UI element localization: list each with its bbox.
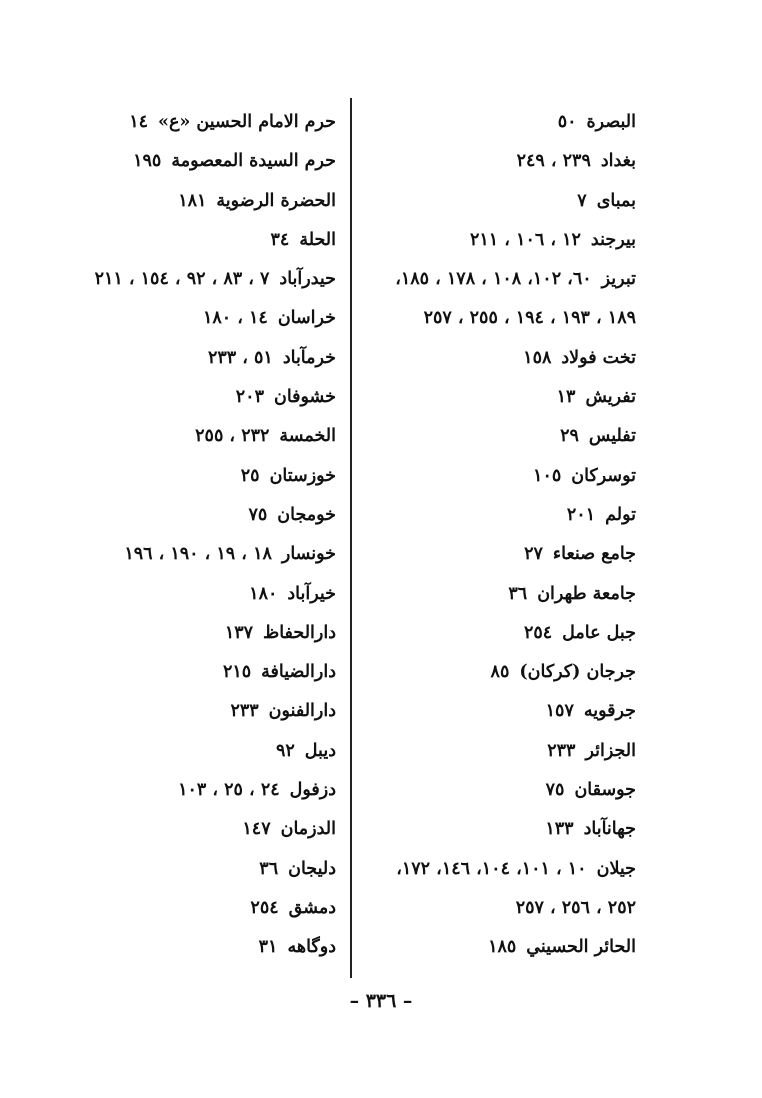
page-references: ٣٤ xyxy=(270,229,290,250)
page-references: ١٣٧ xyxy=(224,622,254,643)
page-references: ١٥٧ xyxy=(545,701,574,722)
place-name: خيرآباد xyxy=(287,583,336,604)
place-name: حرم الامام الحسين «ع» xyxy=(158,112,336,132)
index-entry xyxy=(364,260,636,299)
place-name: الحائر الحسيني xyxy=(526,937,636,958)
place-name: حرم السيدة المعصومة xyxy=(171,151,336,172)
page-references: ٣١ xyxy=(258,937,278,958)
place-name: بغداد xyxy=(600,151,636,172)
index-entry xyxy=(364,339,636,378)
place-name: بمباى xyxy=(596,190,636,211)
page-references: ٧٥ xyxy=(248,504,268,525)
page-references: ١٠ ، ١٠١، ١٠٤، ١٤٦، ١٧٢، xyxy=(396,858,587,879)
page-references: ١٤ xyxy=(129,112,148,132)
index-entry xyxy=(40,928,336,967)
place-name: دارالضيافة xyxy=(261,662,336,683)
place-name: دوگاهه xyxy=(287,937,336,958)
page-references: ٢٥٤ xyxy=(250,897,279,918)
place-name: الحضرة الرضوية xyxy=(216,190,336,211)
place-name: تولم xyxy=(605,504,636,525)
page-references: ١٢ ، ١٠٦ ، ٢١١ xyxy=(470,229,581,250)
page-references: ٢٣٣ xyxy=(230,701,259,722)
place-name: جهانآباد xyxy=(583,819,636,840)
page-references: ٢٣٩ ، ٢٤٩ xyxy=(516,151,591,172)
place-name: دارالحفاظ xyxy=(263,622,336,643)
page-references: ٣٦ xyxy=(508,583,528,604)
index-entry xyxy=(40,103,336,142)
index-entry xyxy=(40,810,336,849)
index-entry xyxy=(364,614,636,653)
index-entry xyxy=(40,182,336,221)
place-name: الدزمان xyxy=(280,819,336,840)
index-entry xyxy=(40,575,336,614)
page-references: ٢٥٢ ، ٢٥٦ ، ٢٥٧ xyxy=(515,897,636,918)
page-references: ٢١٥ xyxy=(222,662,252,683)
page-references: ٨٥ xyxy=(490,662,510,683)
place-name: تخت فولاد xyxy=(561,347,636,368)
index-entry xyxy=(40,692,336,731)
index-entry xyxy=(364,771,636,810)
place-name: دليجان xyxy=(288,858,336,879)
index-entry xyxy=(40,339,336,378)
place-name: خونسار xyxy=(281,544,336,565)
index-entry xyxy=(40,889,336,928)
place-name: جامعة طهران xyxy=(537,583,636,604)
page-references: ٢٥٤ xyxy=(523,622,553,643)
index-entry xyxy=(364,575,636,614)
index-entry xyxy=(40,221,336,260)
index-entry xyxy=(364,378,636,417)
page-references: ٢٤ ، ٢٥ ، ١٠٣ xyxy=(178,780,280,801)
page-references: ١٨٥ xyxy=(488,937,517,958)
index-entry xyxy=(364,653,636,692)
page-references: ١٨٩ ، ١٩٣ ، ١٩٤ ، ٢٥٥ ، ٢٥٧ xyxy=(423,308,636,329)
page-references: ١٨١ xyxy=(178,190,207,211)
page-references: ٦٠، ١٠٢، ١٠٨ ، ١٧٨ ، ١٨٥، xyxy=(395,269,592,290)
place-name: تفريش xyxy=(585,387,636,408)
page-references: ٢٠١ xyxy=(566,504,596,525)
index-entry xyxy=(364,457,636,496)
place-name: ديبل xyxy=(304,740,336,761)
place-name: خرمآباد xyxy=(282,347,336,368)
page-references: ٢٩ xyxy=(560,426,579,447)
index-entry xyxy=(364,928,636,967)
place-name: خراسان xyxy=(277,308,336,329)
index-entry xyxy=(40,535,336,574)
page-references: ١٠٥ xyxy=(533,465,562,486)
place-name: جوسقان xyxy=(574,780,636,801)
place-name: جرقويه xyxy=(583,701,636,722)
page-references: ٢٧ xyxy=(524,544,543,565)
page-references: ٥٠ xyxy=(557,112,577,132)
column-divider xyxy=(350,98,352,978)
place-name: الجزائر xyxy=(585,740,636,761)
place-name: دارالفنون xyxy=(268,701,336,722)
index-entry xyxy=(40,653,336,692)
page-references: ٣٦ xyxy=(259,858,279,879)
place-name: البصرة xyxy=(586,112,636,132)
page-references: ٢٠٣ xyxy=(235,387,264,408)
place-name: الخمسة xyxy=(279,426,336,447)
index-entry xyxy=(364,221,636,260)
index-entry xyxy=(364,850,636,889)
page-references: ٧ xyxy=(577,190,587,211)
page-references: ١٤٧ xyxy=(242,819,271,840)
page-references: ١٥٨ xyxy=(523,347,552,368)
index-entry xyxy=(40,850,336,889)
place-name: بيرجند xyxy=(590,229,636,250)
index-entry xyxy=(40,142,336,181)
place-name: جيلان xyxy=(596,858,636,879)
index-entry xyxy=(40,457,336,496)
index-entry xyxy=(40,299,336,338)
index-entry xyxy=(40,771,336,810)
index-entry xyxy=(364,810,636,849)
index-entry xyxy=(364,535,636,574)
index-entry xyxy=(364,299,636,338)
index-column-right xyxy=(364,103,636,968)
index-column-left xyxy=(40,103,336,968)
place-name: خشوفان xyxy=(273,387,336,408)
page-references: ١٨٠ xyxy=(249,583,278,604)
index-entry xyxy=(40,614,336,653)
index-entry xyxy=(364,103,636,142)
page-references: ٩٢ xyxy=(275,740,295,761)
index-entry xyxy=(364,142,636,181)
page-references: ١٩٥ xyxy=(133,151,162,172)
index-entry xyxy=(364,182,636,221)
page-references: ٢٥ xyxy=(240,465,260,486)
place-name: خوزستان xyxy=(269,465,336,486)
index-entry xyxy=(364,692,636,731)
page-references: ١٣٣ xyxy=(545,819,574,840)
index-entry xyxy=(364,889,636,928)
page-references: ٧ ، ٨٣ ، ٩٢ ، ١٥٤ ، ٢١١ xyxy=(94,269,270,290)
index-entry xyxy=(40,732,336,771)
place-name: تفليس xyxy=(588,426,636,447)
index-entry xyxy=(364,417,636,456)
page-references: ١٤ ، ١٨٠ xyxy=(202,308,268,329)
index-entry xyxy=(364,732,636,771)
page-references: ١٨ ، ١٩ ، ١٩٠ ، ١٩٦ xyxy=(124,544,272,565)
place-name: الحلة xyxy=(299,229,336,250)
place-name: توسركان xyxy=(571,465,636,486)
place-name: دزفول xyxy=(289,780,336,801)
place-name: جامع صنعاء xyxy=(552,544,636,565)
place-name: حيدرآباد xyxy=(279,269,336,290)
index-entry xyxy=(364,496,636,535)
index-entry xyxy=(40,496,336,535)
page-references: ٥١ ، ٢٣٣ xyxy=(207,347,273,368)
page-references: ٢٣٢ ، ٢٥٥ xyxy=(195,426,270,447)
index-entry xyxy=(40,378,336,417)
page-references: ١٣ xyxy=(556,387,576,408)
place-name: جبل عامل xyxy=(562,622,636,643)
place-name: جرجان (كركان) xyxy=(519,662,636,683)
index-entry xyxy=(40,260,336,299)
page-number: – ٣٣٦ – xyxy=(349,990,413,1012)
place-name: خومجان xyxy=(277,504,336,525)
page-references: ٢٣٣ xyxy=(547,740,576,761)
page-references: ٧٥ xyxy=(545,780,565,801)
place-name: تبريز xyxy=(601,269,636,290)
place-name: دمشق xyxy=(288,897,336,918)
index-entry xyxy=(40,417,336,456)
